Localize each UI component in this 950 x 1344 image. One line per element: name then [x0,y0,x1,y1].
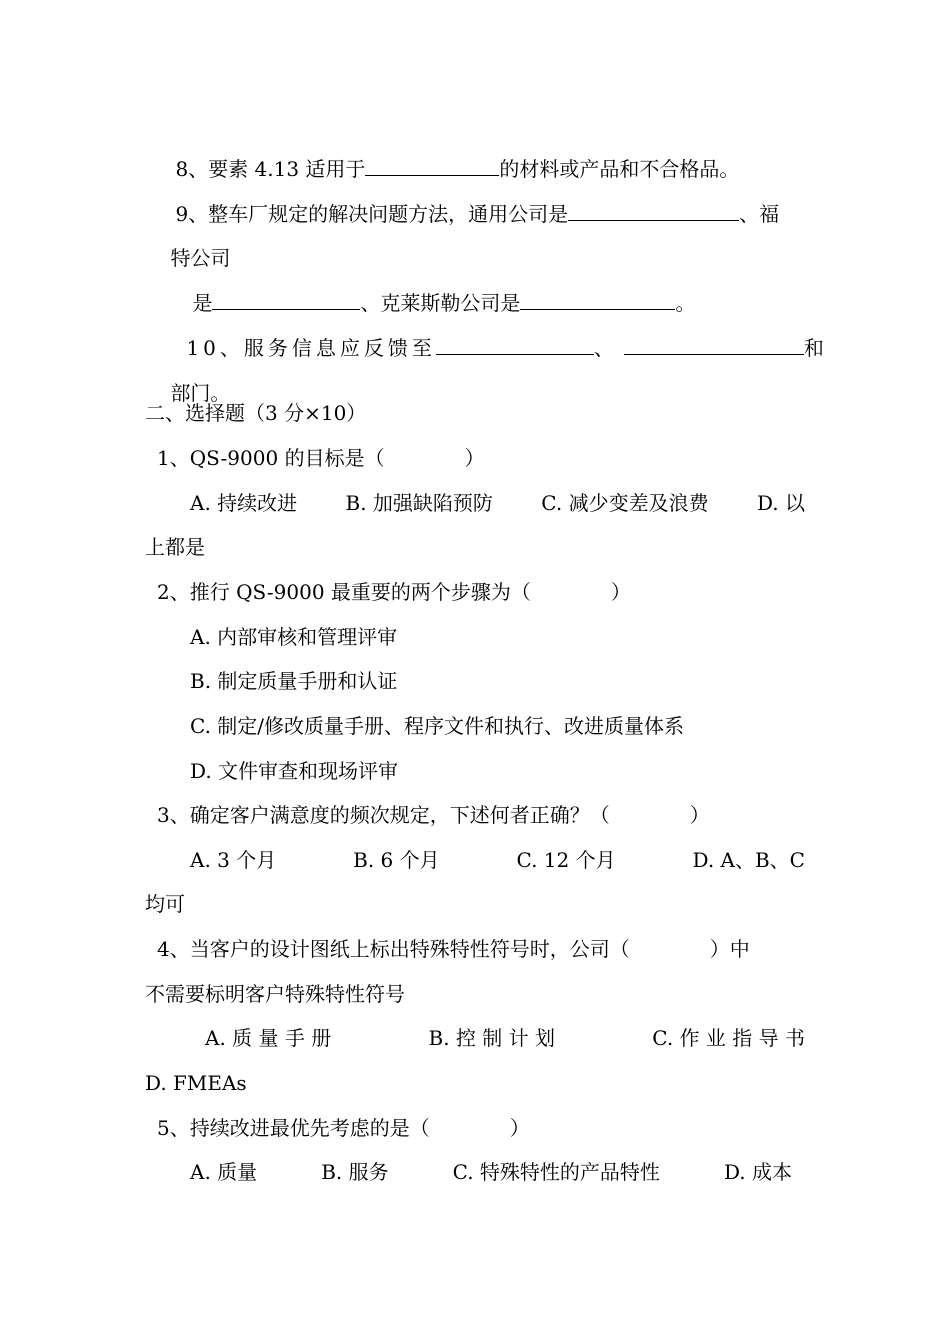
q9-line1 [150,178,780,226]
mc-q1-stem: 1、QS-9000 的目标是（ ） [157,446,485,470]
mc-q5-option-c[interactable]: C. 特殊特性的产品特性 [452,1160,660,1184]
mc-q4-option-a[interactable]: A. 质 量 手 册 [205,1026,332,1050]
q10-separator: 、 [593,336,618,360]
q9-continuation: 特公司 [170,246,231,270]
mc-q5-options [190,1160,792,1184]
mc-q3-option-b[interactable]: B. 6 个月 [353,848,440,872]
mc-q4-options [205,1026,805,1050]
mc-q2-stem: 2、推行 QS-9000 最重要的两个步骤为（ ） [157,580,631,604]
mc-q4-stem: 4、当客户的设计图纸上标出特殊特性符号时，公司（ ）中 [157,937,750,961]
mc-q5-stem: 5、持续改进最优先考虑的是（ ） [157,1116,530,1140]
q10-blank-1[interactable] [436,336,594,355]
mc-q1-continuation: 上都是 [145,535,205,559]
q9-line3-mid: 、克莱斯勒公司是 [360,291,521,315]
q9-line3-prefix: 是 [192,291,213,315]
q9-line3-end: 。 [675,291,696,315]
mc-q1-option-a[interactable]: A. 持续改进 [190,491,298,515]
q8-number: 8 [175,157,189,181]
mc-q4-option-b[interactable]: B. 控 制 计 划 [428,1026,555,1050]
section2-title: 二、选择题（3 分×10） [145,401,367,425]
q8-text-after: 的材料或产品和不合格品。 [499,157,740,181]
mc-q3-option-c[interactable]: C. 12 个月 [516,848,616,872]
mc-q4-option-d[interactable]: D. FMEAs [145,1071,247,1095]
q9-text-after: 、福 [739,202,780,226]
mc-q3-continuation: 均可 [145,892,185,916]
mc-q2-option-c[interactable]: C. 制定/修改质量手册、程序文件和执行、改进质量体系 [190,714,685,738]
q8-blank[interactable] [365,157,499,176]
q8-ref: 4.13 [254,157,300,181]
mc-q2-option-d[interactable]: D. 文件审查和现场评审 [190,759,399,783]
mc-q1-options [190,491,805,515]
mc-q3-option-d[interactable]: D. A、B、C [692,848,805,872]
q9-line3 [167,267,696,315]
mc-q5-option-d[interactable]: D. 成本 [723,1160,792,1184]
q9-line2 [145,222,231,270]
mc-q3-option-a[interactable]: A. 3 个月 [190,848,277,872]
mc-q1-option-d[interactable]: D. 以 [756,491,805,515]
q10-continuation: 部门。 [170,381,231,405]
q9-text-before: 、整车厂规定的解决问题方法，通用公司是 [188,202,569,226]
q10-blank-2[interactable] [624,336,804,355]
mc-q4-option-c[interactable]: C. 作 业 指 导 书 [652,1026,805,1050]
mc-q1-option-b[interactable]: B. 加强缺陷预防 [345,491,493,515]
mc-q1-option-c[interactable]: C. 减少变差及浪费 [541,491,709,515]
q10-text-after: 和 [803,336,828,360]
q8-line [150,133,740,181]
mc-q5-option-a[interactable]: A. 质量 [190,1160,258,1184]
mc-q2-option-b[interactable]: B. 制定质量手册和认证 [190,669,398,693]
q9-blank-ford[interactable] [212,291,360,310]
q10-text-before: 、服务信息应反馈至 [219,336,436,360]
q8-text-mid: 适用于 [299,157,366,181]
mc-q5-option-b[interactable]: B. 服务 [321,1160,389,1184]
q10-line2 [145,357,231,405]
mc-q3-options [190,848,805,872]
mc-q4-continuation: 不需要标明客户特殊特性符号 [145,982,405,1006]
q9-blank-gm[interactable] [568,202,739,221]
q10-line1 [145,312,828,360]
mc-q2-option-a[interactable]: A. 内部审核和管理评审 [190,625,398,649]
q9-number: 9 [175,202,189,226]
mc-q3-stem: 3、确定客户满意度的频次规定，下述何者正确？（ ） [157,803,710,827]
q8-text-before: 、要素 [188,157,255,181]
q10-number: 10 [186,336,220,360]
q9-blank-chrysler[interactable] [520,291,675,310]
